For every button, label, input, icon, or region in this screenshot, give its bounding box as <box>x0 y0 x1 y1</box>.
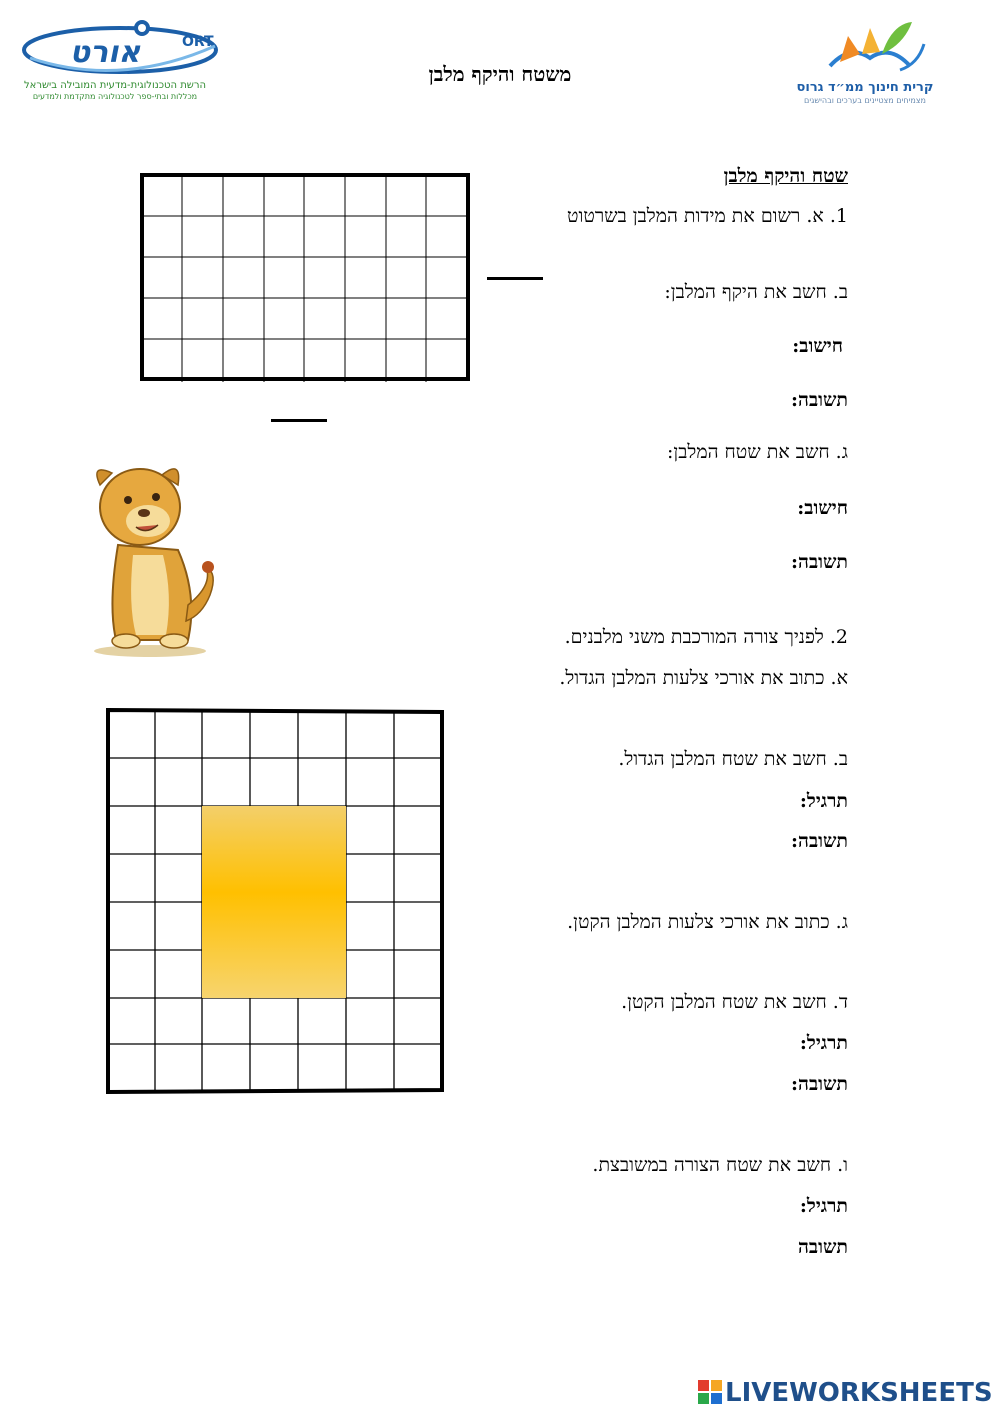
page-title: משטח והיקף מלבן <box>428 62 572 86</box>
q2-d: ד. חשב את שטח המלבן הקטן. <box>621 991 848 1013</box>
q2-intro: 2. לפניך צורה המורכבת משני מלבנים. <box>564 626 848 648</box>
q2-e-exercise-label: תרגיל: <box>799 1195 848 1217</box>
inner-small-rectangle <box>202 806 346 998</box>
section-heading: שטח והיקף מלבן <box>723 165 848 187</box>
school-tagline: מצמיחים מצטיינים בערכים ובהישגים <box>804 96 926 105</box>
q2-b: ב. חשב את שטח המלבן הגדול. <box>618 748 848 770</box>
q1-b: ב. חשב את היקף המלבן: <box>664 281 848 303</box>
liveworksheets-brand[interactable] <box>698 1378 998 1408</box>
q2-e: ו. חשב את שטח הצורה במשובצת. <box>592 1154 848 1176</box>
grid-composite-shape <box>104 702 446 1096</box>
school-name: קרית חינוך ממ״ד גרוס <box>796 80 934 95</box>
liveworksheets-icon <box>698 1380 722 1404</box>
q2-e-answer-label: תשובה <box>798 1236 848 1258</box>
grid-rectangle-1 <box>138 170 474 386</box>
q2-c: ג. כתוב את אורכי צלעות המלבן הקטן. <box>567 911 848 933</box>
q2-a: א. כתוב את אורכי צלעות המלבן הגדול. <box>559 667 848 689</box>
ort-logo-hebrew: אורט <box>69 35 141 70</box>
q1-b-answer-label: תשובה: <box>791 389 848 411</box>
lion-cub-illustration <box>78 455 223 660</box>
q1-c-answer-label: תשובה: <box>791 551 848 573</box>
ort-logo-latin: ORT <box>182 34 214 50</box>
q1-b-calc-label: חישוב: <box>792 335 843 357</box>
ort-line-1: הרשת הטכנולוגית-מדעית המובילה בישראל <box>23 80 207 91</box>
q1-c-calc-label: חישוב: <box>797 497 848 519</box>
q2-b-answer-label: תשובה: <box>791 830 848 852</box>
liveworksheets-text: LIVEWORKSHEETS <box>725 1378 993 1408</box>
q2-b-exercise-label: תרגיל: <box>799 790 848 812</box>
q1-c: ג. חשב את שטח המלבן: <box>667 441 848 463</box>
answer-blank-bottom[interactable] <box>271 419 327 422</box>
q2-d-exercise-label: תרגיל: <box>799 1032 848 1054</box>
ort-line-2: מכללות ובתי-ספר לטכנולוגיה מתקדמת ולמדעים <box>32 92 198 101</box>
q2-d-answer-label: תשובה: <box>791 1073 848 1095</box>
q1-a: 1. א. רשום את מידות המלבן בשרטוט <box>567 205 848 227</box>
school-logo <box>800 14 940 84</box>
answer-blank-side[interactable] <box>487 277 543 280</box>
